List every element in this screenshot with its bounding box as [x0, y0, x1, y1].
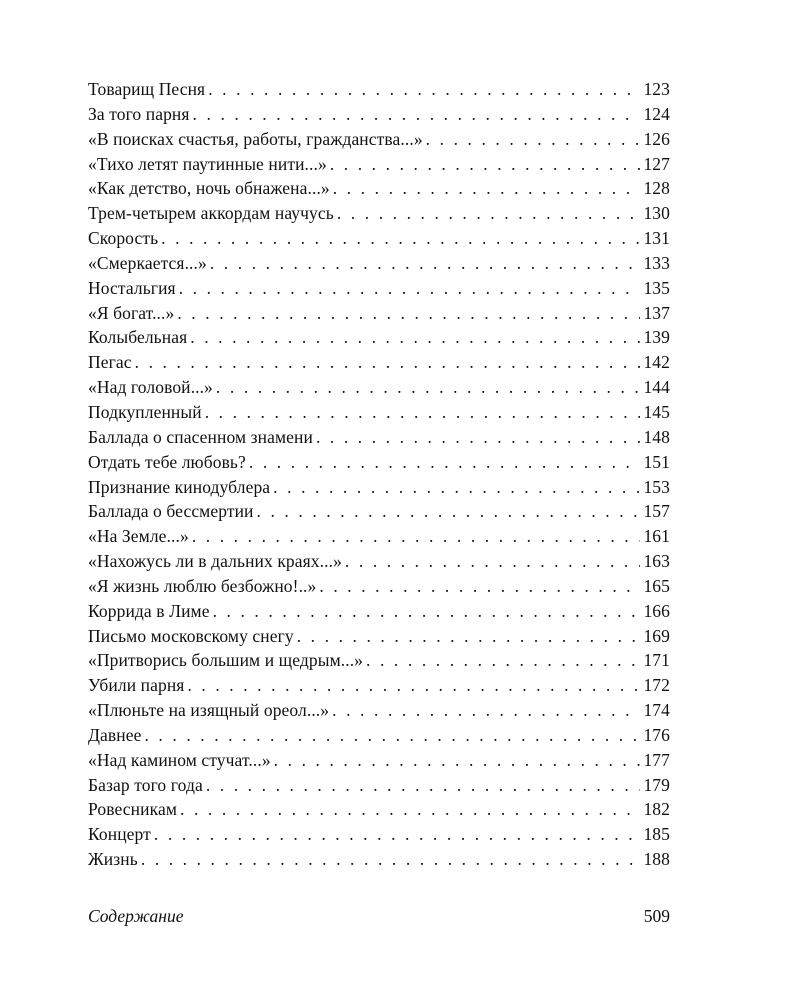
toc-dot-leader: [213, 599, 641, 624]
toc-entry: [88, 152, 670, 177]
toc-entry-page-number: 128: [643, 178, 670, 199]
toc-entry-title: Убили парня: [88, 675, 185, 696]
toc-entry-page-number: 166: [643, 600, 670, 621]
toc-entry: [88, 102, 670, 127]
toc-entry-page-number: 174: [643, 700, 670, 721]
toc-entry-title: Товарищ Песня: [88, 79, 206, 99]
toc-entry: [88, 400, 670, 425]
toc-entry: [88, 599, 670, 624]
table-of-contents-page: [88, 77, 670, 872]
toc-entry: [88, 648, 670, 673]
page-footer: [88, 906, 670, 927]
toc-dot-leader: [274, 748, 641, 773]
toc-dot-leader: [273, 475, 640, 500]
toc-entry-title: Ровесникам: [88, 799, 177, 820]
toc-entry-page-number: 131: [643, 228, 670, 249]
toc-entry-page-number: 185: [643, 824, 670, 845]
toc-dot-leader: [332, 698, 640, 723]
toc-entry: [88, 450, 670, 475]
toc-entry-title: Базар того года: [88, 774, 203, 795]
toc-dot-leader: [187, 673, 640, 698]
footer-page-number: 509: [643, 906, 670, 926]
toc-entry-page-number: 127: [643, 153, 670, 174]
toc-dot-leader: [154, 822, 641, 847]
toc-entry-title: «Как детство, ночь обнажена...»: [88, 178, 330, 199]
toc-dot-leader: [319, 574, 640, 599]
toc-dot-leader: [180, 797, 640, 822]
toc-entry-title: «На Земле...»: [88, 526, 189, 547]
toc-entry: [88, 549, 670, 574]
toc-entry: [88, 226, 670, 251]
toc-entry-page-number: 171: [643, 650, 670, 671]
toc-dot-leader: [333, 176, 641, 201]
toc-entry-title: «Над головой...»: [88, 377, 213, 398]
toc-entry-title: Трем-четырем аккордам научусь: [88, 203, 334, 224]
toc-entry-title: Концерт: [88, 824, 151, 845]
toc-entry-page-number: 126: [643, 128, 670, 149]
toc-entry: [88, 325, 670, 350]
toc-dot-leader: [206, 773, 641, 798]
toc-entry-title: «Нахожусь ли в дальних краях...»: [88, 551, 342, 572]
toc-entry-page-number: 157: [643, 501, 670, 522]
toc-dot-leader: [297, 624, 641, 649]
toc-entry-title: «Над камином стучат...»: [88, 749, 271, 770]
toc-list: [88, 77, 670, 872]
toc-entry-page-number: 123: [643, 79, 670, 99]
toc-entry-page-number: 151: [643, 451, 670, 472]
toc-entry-title: Колыбельная: [88, 327, 188, 348]
toc-dot-leader: [426, 127, 641, 152]
toc-entry-page-number: 124: [643, 103, 670, 124]
toc-dot-leader: [205, 400, 641, 425]
toc-entry-title: Давнее: [88, 724, 142, 745]
toc-entry: [88, 673, 670, 698]
toc-entry: [88, 698, 670, 723]
toc-entry: [88, 375, 670, 400]
toc-entry-page-number: 172: [643, 675, 670, 696]
toc-entry-page-number: 139: [643, 327, 670, 348]
toc-entry: [88, 524, 670, 549]
toc-entry-title: Скорость: [88, 228, 159, 249]
toc-entry: [88, 773, 670, 798]
footer-section-title: Содержание: [88, 906, 184, 926]
toc-entry: [88, 350, 670, 375]
toc-dot-leader: [135, 350, 641, 375]
toc-entry: [88, 499, 670, 524]
toc-entry: [88, 723, 670, 748]
toc-entry-title: Баллада о бессмертии: [88, 501, 254, 522]
toc-entry-title: «Смеркается...»: [88, 252, 207, 273]
toc-entry-title: Ностальгия: [88, 277, 176, 298]
toc-entry-page-number: 135: [643, 277, 670, 298]
toc-dot-leader: [345, 549, 641, 574]
toc-dot-leader: [216, 375, 641, 400]
toc-dot-leader: [193, 102, 641, 127]
toc-dot-leader: [208, 77, 640, 102]
toc-entry: [88, 251, 670, 276]
toc-entry: [88, 201, 670, 226]
toc-entry: [88, 624, 670, 649]
toc-entry-title: Жизнь: [88, 849, 138, 870]
toc-entry-title: За того парня: [88, 103, 190, 124]
toc-entry-title: «Я жизнь люблю безбожно!..»: [88, 575, 317, 596]
toc-entry-title: Признание кинодублера: [88, 476, 271, 497]
toc-entry-page-number: 177: [643, 749, 670, 770]
toc-dot-leader: [316, 425, 641, 450]
toc-dot-leader: [366, 648, 640, 673]
toc-entry: [88, 822, 670, 847]
toc-entry-title: Пегас: [88, 352, 132, 373]
toc-entry: [88, 847, 670, 872]
toc-entry: [88, 276, 670, 301]
toc-entry: [88, 77, 670, 102]
toc-entry-page-number: 188: [643, 849, 670, 870]
toc-entry: [88, 301, 670, 326]
toc-dot-leader: [161, 226, 640, 251]
toc-entry: [88, 748, 670, 773]
toc-dot-leader: [210, 251, 641, 276]
toc-entry: [88, 425, 670, 450]
toc-entry-page-number: 144: [643, 377, 670, 398]
toc-entry-page-number: 130: [643, 203, 670, 224]
toc-dot-leader: [337, 201, 641, 226]
toc-dot-leader: [257, 499, 641, 524]
toc-entry: [88, 797, 670, 822]
toc-entry-title: «Плюньте на изящный ореол...»: [88, 700, 330, 721]
toc-entry-page-number: 182: [643, 799, 670, 820]
toc-entry-title: Подкупленный: [88, 401, 202, 422]
toc-entry: [88, 176, 670, 201]
toc-entry-page-number: 165: [643, 575, 670, 596]
toc-entry: [88, 574, 670, 599]
toc-entry-page-number: 176: [643, 724, 670, 745]
toc-entry-page-number: 169: [643, 625, 670, 646]
toc-dot-leader: [179, 276, 641, 301]
toc-entry-page-number: 148: [643, 426, 670, 447]
toc-entry: [88, 127, 670, 152]
toc-dot-leader: [330, 152, 641, 177]
toc-dot-leader: [190, 325, 640, 350]
toc-dot-leader: [192, 524, 641, 549]
toc-entry-page-number: 153: [643, 476, 670, 497]
toc-entry-title: Отдать тебе любовь?: [88, 451, 246, 472]
toc-entry-page-number: 161: [643, 526, 670, 547]
toc-entry-title: «Притворись большим и щедрым...»: [88, 650, 364, 671]
toc-entry-page-number: 145: [643, 401, 670, 422]
toc-entry-title: «В поисках счастья, работы, гражданства...»: [88, 128, 423, 149]
toc-entry-page-number: 137: [643, 302, 670, 323]
toc-dot-leader: [144, 723, 640, 748]
toc-entry-title: Коррида в Лиме: [88, 600, 210, 621]
toc-entry-title: «Я богат...»: [88, 302, 175, 323]
toc-entry-page-number: 163: [643, 551, 670, 572]
toc-entry-title: «Тихо летят паутинные нити...»: [88, 153, 327, 174]
toc-dot-leader: [177, 301, 640, 326]
toc-entry-page-number: 133: [643, 252, 670, 273]
toc-entry-title: Баллада о спасенном знамени: [88, 426, 313, 447]
toc-entry: [88, 475, 670, 500]
toc-dot-leader: [141, 847, 641, 872]
toc-dot-leader: [249, 450, 641, 475]
toc-entry-page-number: 142: [643, 352, 670, 373]
toc-entry-title: Письмо московскому снегу: [88, 625, 294, 646]
toc-entry-page-number: 179: [643, 774, 670, 795]
